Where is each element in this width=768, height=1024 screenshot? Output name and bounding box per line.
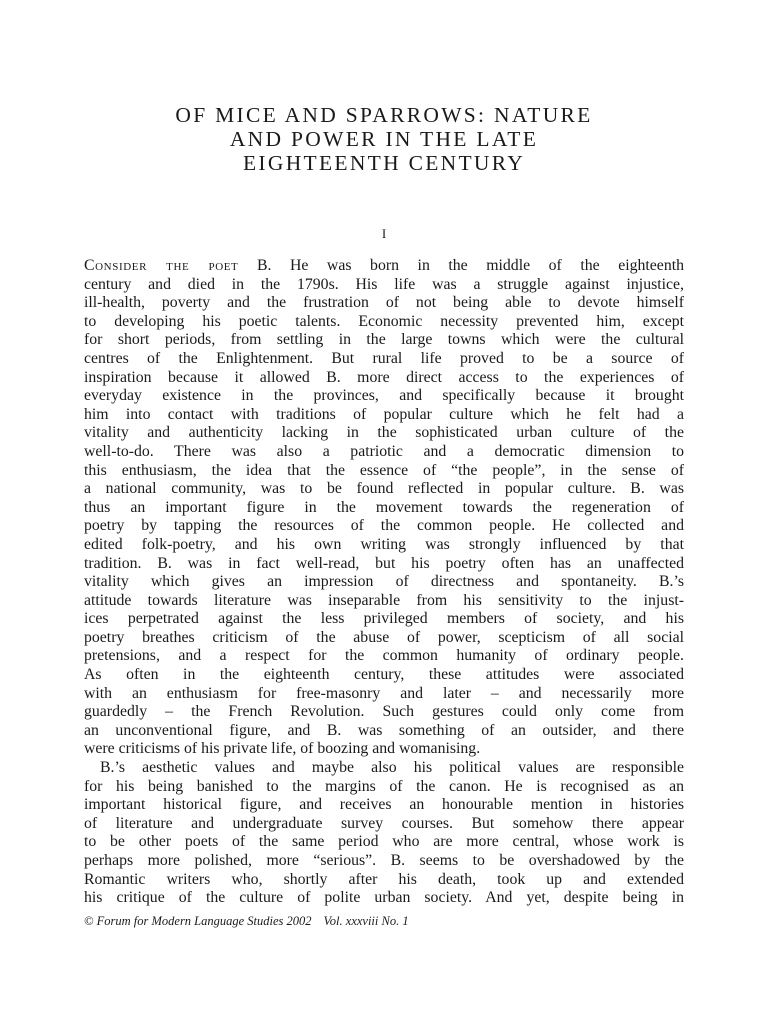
opening-smallcaps: Consider the poet [84,257,239,274]
article-title [84,103,684,175]
body-line: ices perpetrated against the less privileged members of society, and his [84,610,684,628]
body-line: for short periods, from settling in the large towns which were the cultural [84,331,684,349]
body-line: edited folk-poetry, and his own writing was strongly influenced by that [84,535,684,553]
body-line: pretensions, and a respect for the common humanity of ordinary people. [84,647,684,665]
body-line: important historical figure, and receives an honourable mention in histories [84,796,684,814]
body-line: his critique of the culture of polite urban society. And yet, despite being in [84,889,684,907]
title-line-2: AND POWER IN THE LATE [229,127,539,151]
body-line: well-to-do. There was also a patriotic and a democratic dimension to [84,442,684,460]
body-line: poetry breathes criticism of the abuse of power, scepticism of all social [84,628,684,646]
copyright-notice: © Forum for Modern Language Studies 2002 [84,914,312,928]
title-line-1: OF MICE AND SPARROWS: NATURE [175,103,593,127]
body-line: were criticisms of his private life, of boozing and womanising. [84,740,481,758]
body-line: century and died in the 1790s. His life was a struggle against injustice, [84,275,684,293]
body-line: As often in the eighteenth century, these attitudes were associated [84,666,684,684]
body-line: a national community, was to be found reflected in popular culture. B. was [84,480,684,498]
body-line: him into contact with traditions of popular culture which he felt had a [84,405,684,423]
body-line: guardedly – the French Revolution. Such gestures could only come from [84,703,684,721]
body-line: this enthusiasm, the idea that the essence of “the people”, in the sense of [84,461,684,479]
title-line-3: EIGHTEENTH CENTURY [242,151,526,175]
body-line: of literature and undergraduate survey courses. But somehow there appear [84,814,684,832]
article-body [84,257,684,908]
journal-page [84,0,684,1024]
body-line: B.’s aesthetic values and maybe also his political values are responsible [100,759,684,777]
body-line: vitality and authenticity lacking in the sophisticated urban culture of the [84,424,684,442]
body-line: to developing his poetic talents. Economic necessity prevented him, except [84,312,684,330]
body-line: poetry by tapping the resources of the common people. He collected and [84,517,684,535]
page-footer [84,913,684,929]
body-line: vitality which gives an impression of directness and spontaneity. B.’s [84,573,684,591]
body-line: for his being banished to the margins of the canon. He is recognised as an [84,777,684,795]
section-number: I [381,226,387,241]
body-line: perhaps more polished, more “serious”. B. seems to be overshadowed by the [84,852,684,869]
body-line: inspiration because it allowed B. more direct access to the experiences of [84,368,684,386]
body-line: to be other poets of the same period who are more central, whose work is [84,833,684,851]
body-line: an unconventional figure, and B. was something of an outsider, and there [84,721,684,739]
body-line: thus an important figure in the movement towards the regeneration of [84,498,684,516]
body-line: ill-health, poverty and the frustration of not being able to devote himself [84,294,684,312]
volume-info: Vol. xxxviii No. 1 [323,914,409,928]
body-line: Consider the poet B. He was born in the middle of the eighteenth [84,257,684,274]
body-line: tradition. B. was in fact well-read, but his poetry often has an unaffected [84,554,684,572]
body-line: centres of the Enlightenment. But rural life proved to be a source of [84,349,684,367]
body-line: attitude towards literature was inseparable from his sensitivity to the injust- [84,591,684,609]
body-line: everyday existence in the provinces, and specifically because it brought [84,387,684,405]
body-line: with an enthusiasm for free-masonry and later – and necessarily more [84,684,684,702]
body-line: Romantic writers who, shortly after his death, took up and extended [84,870,684,888]
